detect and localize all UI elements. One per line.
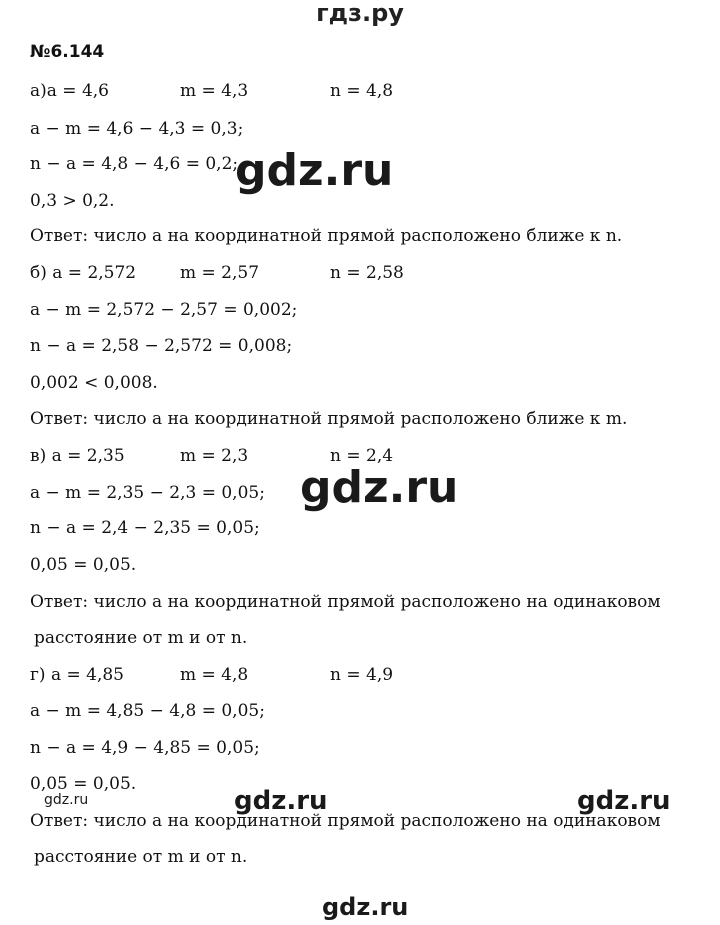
answer-line-cont: расстояние от m и от n. xyxy=(34,847,248,867)
calc-line: n − a = 2,58 − 2,572 = 0,008; xyxy=(30,336,293,356)
watermark: gdz.ru xyxy=(234,786,328,816)
watermark: gdz.ru xyxy=(577,786,671,816)
calc-line: a − m = 2,35 − 2,3 = 0,05; xyxy=(30,483,265,503)
calc-line: 0,05 = 0,05. xyxy=(30,555,137,575)
site-header: гдз.ру xyxy=(316,0,404,27)
calc-line: n − a = 4,9 − 4,85 = 0,05; xyxy=(30,738,260,758)
given-n: n = 2,4 xyxy=(330,446,394,466)
answer-line: Ответ: число а на координатной прямой расположено на одинаковом xyxy=(30,592,661,612)
calc-line: a − m = 2,572 − 2,57 = 0,002; xyxy=(30,300,298,320)
given-m: m = 4,3 xyxy=(180,81,249,101)
calc-line: 0,3 > 0,2. xyxy=(30,191,115,211)
calc-line: a − m = 4,85 − 4,8 = 0,05; xyxy=(30,701,265,721)
given-a: а)a = 4,6 xyxy=(30,81,109,101)
given-m: m = 2,3 xyxy=(180,446,249,466)
calc-line: n − a = 4,8 − 4,6 = 0,2; xyxy=(30,154,239,174)
footer-watermark: gdz.ru xyxy=(322,893,409,921)
given-a: б) a = 2,572 xyxy=(30,263,137,283)
given-a: в) a = 2,35 xyxy=(30,446,125,466)
problem-number: №6.144 xyxy=(30,42,105,62)
given-n: n = 4,8 xyxy=(330,81,394,101)
given-a: г) a = 4,85 xyxy=(30,665,124,685)
answer-line: Ответ: число a на координатной прямой расположено ближе к n. xyxy=(30,226,623,246)
given-n: n = 2,58 xyxy=(330,263,404,283)
watermark: gdz.ru xyxy=(44,792,89,808)
given-m: m = 4,8 xyxy=(180,665,249,685)
answer-line: Ответ: число а на координатной прямой расположено на одинаковом xyxy=(30,811,661,831)
calc-line: 0,05 = 0,05. xyxy=(30,774,137,794)
given-m: m = 2,57 xyxy=(180,263,260,283)
watermark: gdz.ru xyxy=(235,145,394,196)
given-n: n = 4,9 xyxy=(330,665,394,685)
answer-line: Ответ: число а на координатной прямой расположено ближе к m. xyxy=(30,409,628,429)
calc-line: 0,002 < 0,008. xyxy=(30,373,158,393)
calc-line: n − a = 2,4 − 2,35 = 0,05; xyxy=(30,518,260,538)
watermark: gdz.ru xyxy=(300,462,459,513)
answer-line-cont: расстояние от m и от n. xyxy=(34,628,248,648)
calc-line: a − m = 4,6 − 4,3 = 0,3; xyxy=(30,119,244,139)
